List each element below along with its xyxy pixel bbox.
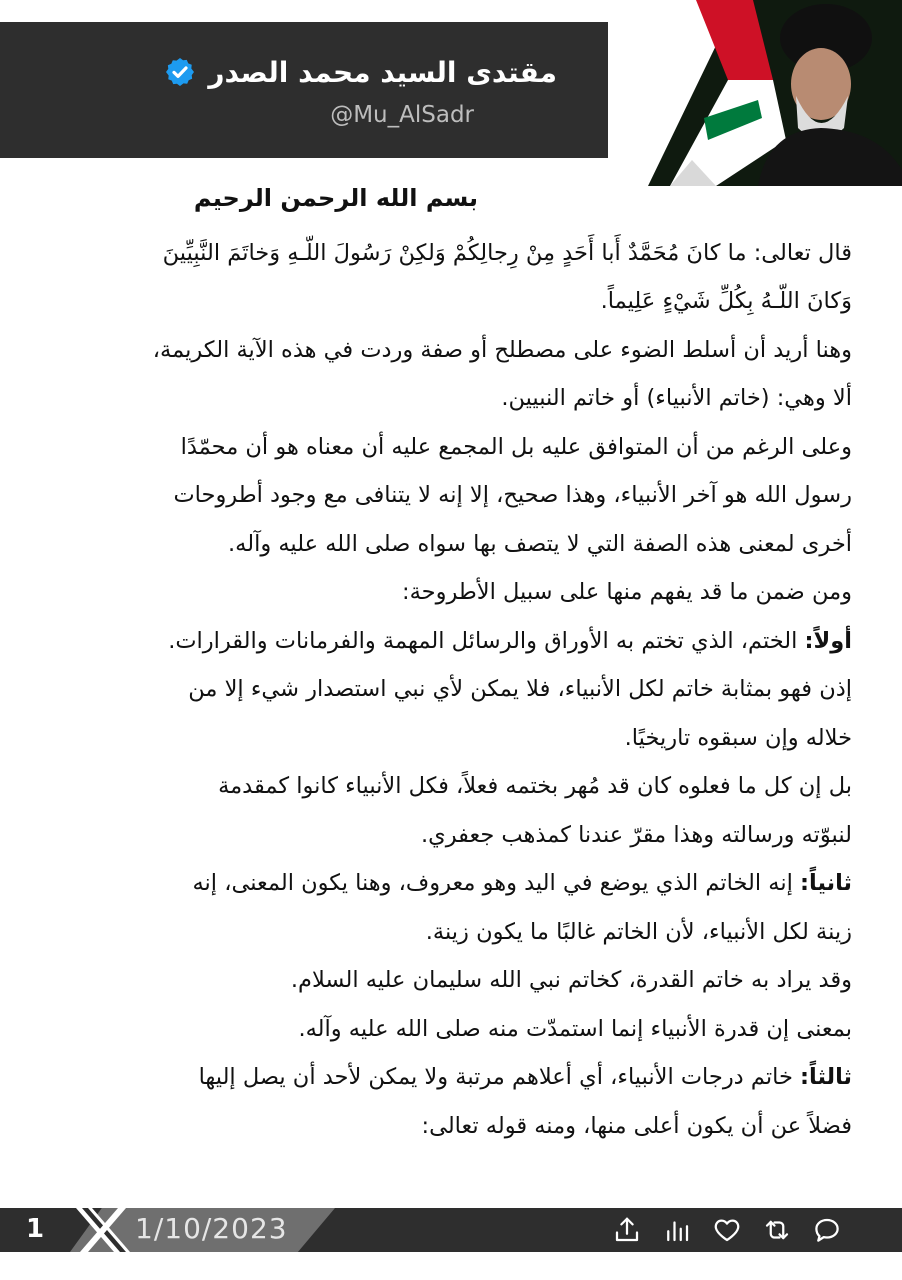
body-line: إذن فهو بمثابة خاتم لكل الأنبياء، فلا يمكن لأي نبي استصدار شيء إلا من <box>188 676 852 702</box>
share-icon[interactable] <box>612 1215 642 1245</box>
point-second <box>40 859 852 908</box>
retweet-icon[interactable] <box>762 1215 792 1245</box>
basmala: بسم الله الرحمن الرحيم <box>193 184 479 212</box>
body-line: ومن ضمن ما قد يفهم منها على سبيل الأطروحة: <box>402 579 852 605</box>
body-line: فضلاً عن أن يكون أعلى منها، ومنه قوله تعالى: <box>421 1112 852 1139</box>
point-label: أولاً: <box>804 627 852 654</box>
profile-photo[interactable] <box>608 0 902 186</box>
verified-badge-icon <box>164 56 196 88</box>
body-line: أخرى لمعنى هذه الصفة التي لا يتصف بها سواه صلى الله عليه وآله. <box>228 530 852 557</box>
point-text: إنه الخاتم الذي يوضع في اليد وهو معروف، وهنا يكون المعنى، إنه <box>192 870 801 896</box>
body-line: زينة لكل الأنبياء، لأن الخاتم غالبًا ما يكون زينة. <box>425 918 852 945</box>
body-line: وهنا أريد أن أسلط الضوء على مصطلح أو صفة وردت في هذه الآية الكريمة، <box>152 336 852 363</box>
point-first <box>40 617 852 666</box>
author-handle[interactable]: @Mu_AlSadr <box>330 102 474 128</box>
body-line: ألا وهي: (خاتم الأنبياء) أو خاتم النبيين. <box>501 385 852 411</box>
point-text: الختم، الذي تختم به الأوراق والرسائل المهمة والفرمانات والقرارات. <box>168 627 805 654</box>
reply-icon[interactable] <box>812 1215 842 1245</box>
action-bar <box>612 1215 842 1245</box>
page-number: 1 <box>26 1214 45 1244</box>
author-name[interactable]: مقتدى السيد محمد الصدر <box>208 55 557 89</box>
point-label: ثانياً: <box>800 870 852 896</box>
body-line: وقد يراد به خاتم القدرة، كخاتم نبي الله سليمان عليه السلام. <box>290 967 852 993</box>
post-date: 1/10/2023 <box>135 1212 288 1245</box>
body-line: خلاله وإن سبقوه تاريخيًا. <box>624 724 852 751</box>
point-label: ثالثاً: <box>800 1064 852 1090</box>
post-footer <box>0 1208 902 1252</box>
body-line: وعلى الرغم من أن المتوافق عليه بل المجمع عليه أن معناه هو أن محمّدًا <box>180 433 852 460</box>
point-third <box>40 1053 852 1102</box>
views-icon[interactable] <box>662 1215 692 1245</box>
body-line: لنبوّته ورسالته وهذا مقرّ عندنا كمذهب جعفري. <box>420 821 852 848</box>
body-line: وَكانَ اللّـهُ بِكُلِّ شَيْءٍ عَلِيماً. <box>600 288 852 314</box>
body-line: رسول الله هو آخر الأنبياء، وهذا صحيح، إلا إنه لا يتنافى مع وجود أطروحات <box>173 482 852 508</box>
post-body <box>40 174 852 1150</box>
body-line: قال تعالى: ما كانَ مُحَمَّدٌ أَبا أَحَدٍ مِنْ رِجالِكُمْ وَلكِنْ رَسُولَ اللّـهِ وَخاتَمَ النَّبِيِّينَ <box>162 239 852 266</box>
body-line: بل إن كل ما فعلوه كان قد مُهر بختمه فعلاً، فكل الأنبياء كانوا كمقدمة <box>218 773 852 799</box>
heart-icon[interactable] <box>712 1215 742 1245</box>
x-logo-icon <box>68 1208 138 1252</box>
point-text: خاتم درجات الأنبياء، أي أعلاهم مرتبة ولا يمكن لأحد أن يصل إليها <box>198 1064 801 1090</box>
author-row <box>164 52 557 92</box>
body-line: بمعنى إن قدرة الأنبياء إنما استمدّت منه صلى الله عليه وآله. <box>298 1015 852 1042</box>
